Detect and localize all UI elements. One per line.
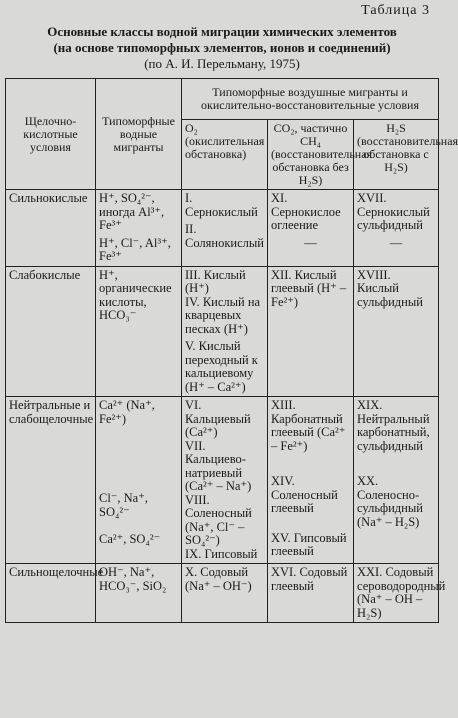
class-item: I. Сернокислый	[185, 191, 258, 219]
class-item: XIII. Карбонатный глеевый (Ca²⁺ – Fe²⁺)	[271, 398, 346, 453]
class-item: XIV. Соленосный глеевый	[271, 474, 338, 515]
cell-co2	[268, 266, 354, 397]
class-item: VIII. Соленосный (Na⁺, Cl⁻ – SO₄²⁻)	[185, 492, 252, 547]
class-item: XV. Гипсовый глеевый	[271, 530, 347, 558]
migrant-item: Ca²⁺, SO₄²⁻	[99, 532, 161, 546]
cell-condition: Сильнощелочные	[6, 564, 96, 623]
table-row-strong-acid	[6, 190, 439, 267]
cell-o2	[182, 397, 268, 564]
header-co2: CO₂, частично CH₄ (восстановительная обстановка без H₂S)	[268, 120, 354, 190]
class-item: VII. Кальциево-натриевый (Ca²⁺ – Na⁺)	[185, 438, 252, 493]
cell-o2	[182, 564, 268, 623]
table-number-label: Таблица 3	[361, 3, 430, 18]
table-row-weak-acid	[6, 266, 439, 397]
migrant-item: H⁺, SO₄²⁻, иногда Al³⁺, Fe³⁺	[99, 191, 165, 232]
class-item: XIX. Нейтральный карбонатный, сульфидный	[357, 398, 430, 453]
cell-h2s	[354, 564, 446, 623]
cell-h2s	[354, 397, 439, 564]
empty-dash: —	[389, 235, 403, 250]
class-item: XVIII. Кислый сульфидный	[357, 267, 423, 309]
header-acid-alkaline: Щелочно-кислотные условия	[6, 79, 96, 190]
cell-condition: Сильнокислые	[6, 190, 96, 267]
class-item: V. Кислый переходный к кальциевому (H⁺ – Ca²⁺)	[185, 339, 258, 394]
class-item: IV. Кислый на кварцевых песках (H⁺)	[185, 294, 261, 336]
class-item: III. Кислый (H⁺)	[185, 267, 246, 295]
table-title-line-2: (на основе типоморфных элементов, ионов и соединений)	[53, 40, 391, 55]
header-row-1	[6, 79, 439, 120]
cell-migrants	[96, 190, 182, 267]
cell-co2	[268, 397, 354, 564]
cell-condition: Слабокислые	[6, 266, 96, 397]
header-water-migrants: Типоморфные водные мигранты	[96, 79, 182, 190]
header-o2: O₂ (окислительная обстановка)	[182, 120, 268, 190]
class-item: XX. Соленосно-сульфидный (Na⁺ – H₂S)	[357, 474, 423, 529]
empty-dash: —	[304, 235, 317, 250]
cell-migrants	[96, 397, 182, 564]
cell-co2	[268, 190, 354, 267]
migrant-item: OH⁻, Na⁺, HCO₃⁻, SiO₂	[99, 565, 167, 593]
table-title-line-3: (по А. И. Перельману, 1975)	[144, 56, 300, 71]
cell-condition: Нейтральные и слабощелочные	[6, 397, 96, 564]
cell-migrants	[96, 266, 182, 397]
table-title-line-1: Основные классы водной миграции химических элементов	[47, 24, 397, 39]
migrant-item: Ca²⁺ (Na⁺, Fe²⁺)	[99, 398, 155, 426]
class-item: II. Солянокислый	[185, 222, 264, 250]
class-item: IX. Гипсовый	[185, 546, 258, 561]
header-air-migrants-group: Типоморфные воздушные мигранты и окислительно-восстановительные условия	[182, 79, 439, 120]
migration-classes-table	[5, 78, 458, 623]
class-item: XVI. Содовый глеевый	[271, 565, 348, 593]
header-h2s: H₂S (восстановительная обстановка с H₂S)	[354, 120, 439, 190]
table-row-strong-alkaline	[6, 564, 439, 623]
cell-h2s	[354, 266, 439, 397]
cell-h2s	[354, 190, 439, 267]
migrant-item: H⁺, органические кислоты, HCO₃⁻	[99, 267, 172, 322]
table-row-neutral	[6, 397, 439, 564]
cell-migrants	[96, 564, 182, 623]
cell-co2	[268, 564, 354, 623]
class-item: X. Содовый (Na⁺ – OH⁻)	[185, 565, 252, 593]
class-item: XXI. Содовый сероводородный (Na⁺ – OH – H₂S)	[357, 565, 446, 620]
cell-o2	[182, 190, 268, 267]
cell-o2	[182, 266, 268, 397]
migrant-item: Cl⁻, Na⁺, SO₄²⁻	[99, 491, 148, 519]
class-item: XI. Сернокислое оглеение	[271, 191, 341, 232]
class-item: XVII. Сернокислый сульфидный	[357, 191, 430, 232]
migrant-item: H⁺, Cl⁻, Al³⁺, Fe³⁺	[99, 235, 171, 263]
class-item: VI. Кальциевый (Ca²⁺)	[185, 398, 251, 439]
class-item: XII. Кислый глеевый (H⁺ – Fe²⁺)	[271, 267, 347, 309]
